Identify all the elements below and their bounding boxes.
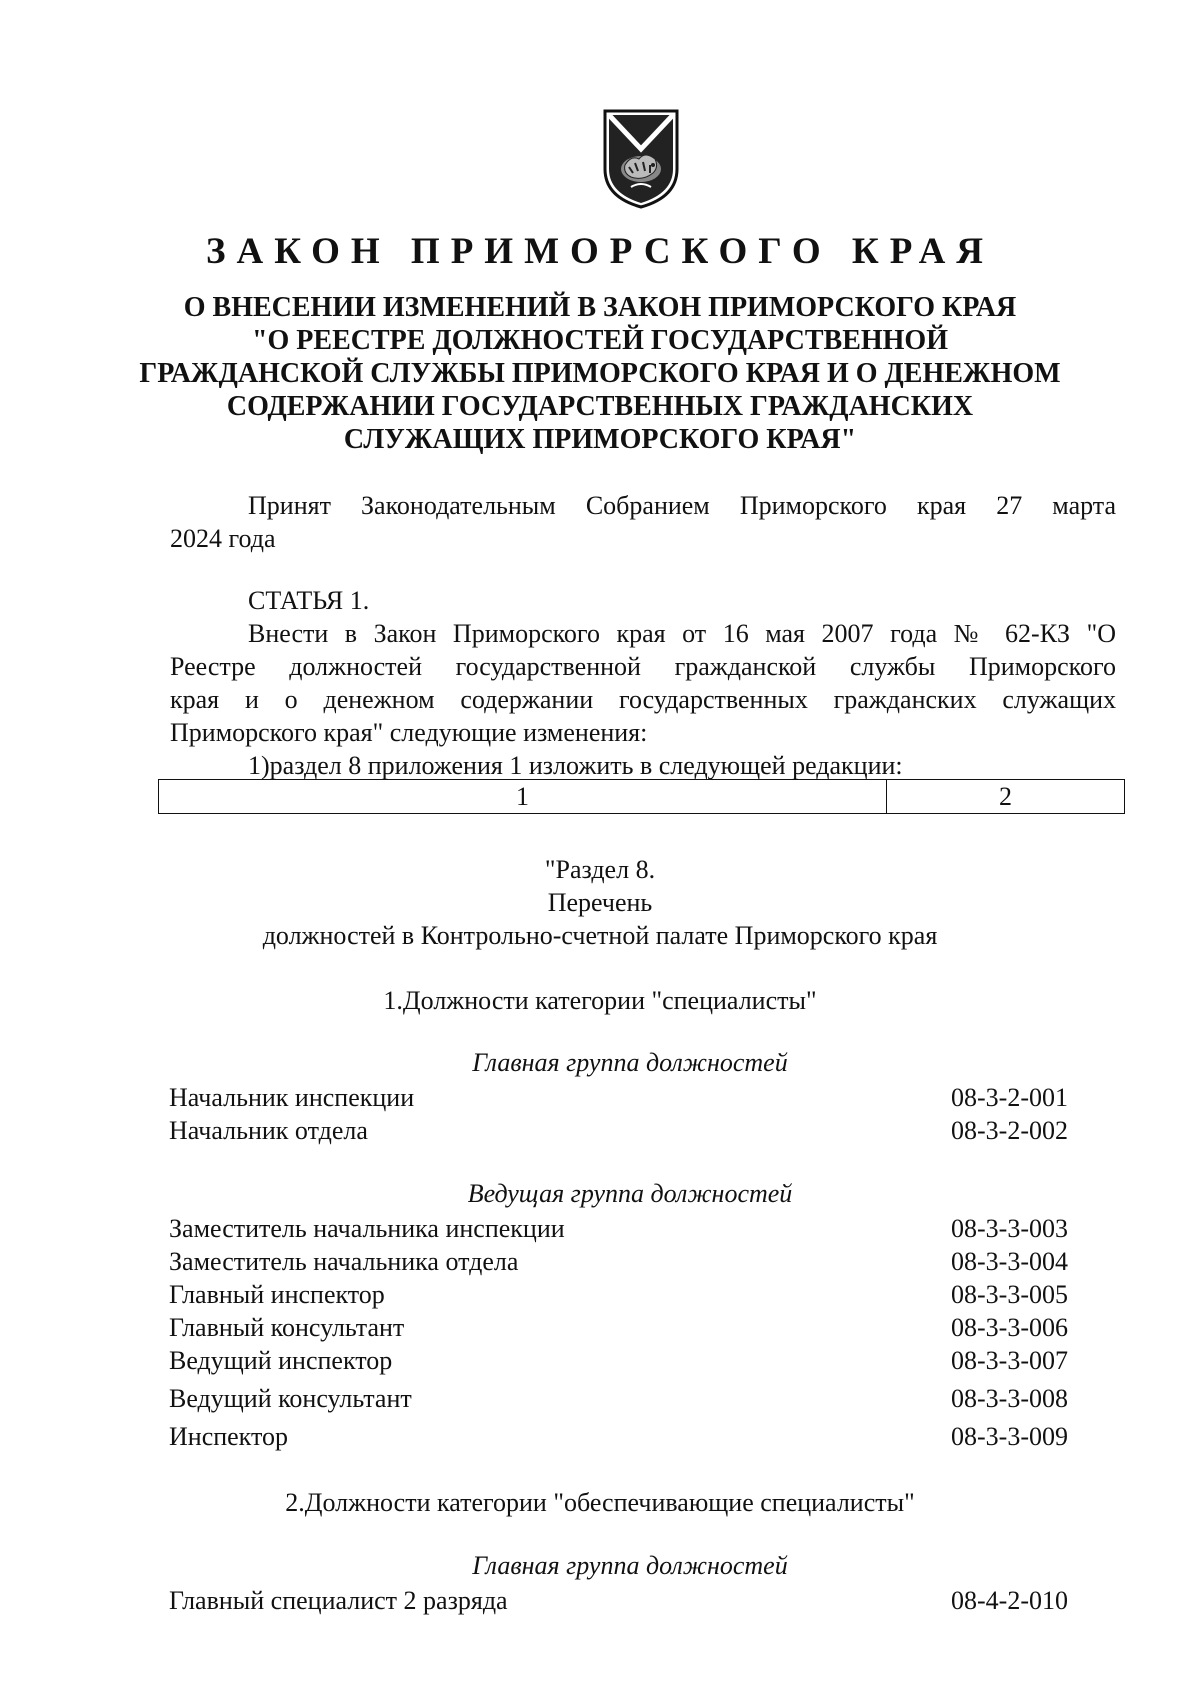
law-subtitle-line-5: СЛУЖАЩИХ ПРИМОРСКОГО КРАЯ" xyxy=(343,424,857,455)
section-number: "Раздел 8. xyxy=(544,855,656,884)
position-code: 08-3-3-008 xyxy=(951,1384,1068,1413)
article-line-1: Внести в Закон Приморского края от 16 мая 2007 года № 62-КЗ "О xyxy=(248,619,1116,648)
table-column-1: 1 xyxy=(159,780,887,813)
position-name: Главный специалист 2 разряда xyxy=(169,1586,508,1615)
position-name: Ведущий консультант xyxy=(169,1384,412,1413)
category-2-main-group-heading: Главная группа должностей xyxy=(472,1551,788,1580)
article-line-4: Приморского края" следующие изменения: xyxy=(170,718,648,747)
position-code: 08-3-2-002 xyxy=(951,1116,1068,1145)
section-description: должностей в Контрольно-счетной палате Приморского края xyxy=(262,921,938,950)
position-name: Главный инспектор xyxy=(169,1280,385,1309)
section-list-title: Перечень xyxy=(547,888,653,917)
law-subtitle-line-1: О ВНЕСЕНИИ ИЗМЕНЕНИЙ В ЗАКОН ПРИМОРСКОГО КРАЯ xyxy=(183,292,1017,323)
position-name: Ведущий инспектор xyxy=(169,1346,393,1375)
article-item-1: 1)раздел 8 приложения 1 изложить в следующей редакции: xyxy=(248,751,903,780)
article-line-2: Реестре должностей государственной гражданской службы Приморского xyxy=(170,652,1116,681)
position-code: 08-4-2-010 xyxy=(951,1586,1068,1615)
position-name: Инспектор xyxy=(169,1422,288,1451)
adopted-line-2: 2024 года xyxy=(170,524,276,553)
category-1-main-group-heading: Главная группа должностей xyxy=(472,1048,788,1077)
position-name: Главный консультант xyxy=(169,1313,405,1342)
position-code: 08-3-3-007 xyxy=(951,1346,1068,1375)
position-name: Заместитель начальника инспекции xyxy=(169,1214,565,1243)
law-subtitle-line-3: ГРАЖДАНСКОЙ СЛУЖБЫ ПРИМОРСКОГО КРАЯ И О ДЕНЕЖНОМ xyxy=(139,358,1061,389)
article-line-3: края и о денежном содержании государственных гражданских служащих xyxy=(170,685,1116,714)
position-code: 08-3-2-001 xyxy=(951,1083,1068,1112)
category-2-title: 2.Должности категории "обеспечивающие специалисты" xyxy=(285,1488,915,1517)
category-1-lead-group-heading: Ведущая группа должностей xyxy=(467,1179,793,1208)
category-1-title: 1.Должности категории "специалисты" xyxy=(383,986,817,1015)
position-code: 08-3-3-009 xyxy=(951,1422,1068,1451)
position-name: Заместитель начальника отдела xyxy=(169,1247,519,1276)
redaction-table-header xyxy=(158,779,1125,814)
law-title: ЗАКОН ПРИМОРСКОГО КРАЯ xyxy=(205,231,995,272)
law-subtitle-line-2: "О РЕЕСТРЕ ДОЛЖНОСТЕЙ ГОСУДАРСТВЕННОЙ xyxy=(251,325,948,356)
position-code: 08-3-3-006 xyxy=(951,1313,1068,1342)
position-code: 08-3-3-005 xyxy=(951,1280,1068,1309)
position-code: 08-3-3-004 xyxy=(951,1247,1068,1276)
coat-of-arms-emblem xyxy=(601,107,681,211)
law-subtitle-line-4: СОДЕРЖАНИИ ГОСУДАРСТВЕННЫХ ГРАЖДАНСКИХ xyxy=(226,391,974,422)
position-code: 08-3-3-003 xyxy=(951,1214,1068,1243)
table-column-2: 2 xyxy=(999,782,1012,811)
article-heading: СТАТЬЯ 1. xyxy=(248,586,370,615)
position-name: Начальник инспекции xyxy=(169,1083,415,1112)
adopted-line-1: Принят Законодательным Собранием Приморского края 27 марта xyxy=(248,491,1116,520)
position-name: Начальник отдела xyxy=(169,1116,368,1145)
